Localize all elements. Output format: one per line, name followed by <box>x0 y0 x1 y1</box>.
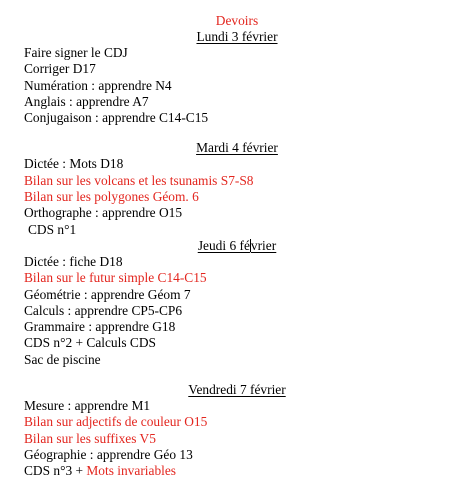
homework-item-highlight: Bilan sur les suffixes V5 <box>24 430 156 446</box>
day-section-jeudi <box>24 238 450 368</box>
homework-item-prefix: CDS n°3 + <box>24 463 87 479</box>
homework-item: Géographie : apprendre Géo 13 <box>24 446 193 462</box>
section-spacer <box>24 126 450 140</box>
homework-item: Mesure : apprendre M1 <box>24 398 151 414</box>
homework-item-highlight: Bilan sur le futur simple C14-C15 <box>24 270 207 286</box>
document-page <box>24 13 450 480</box>
day-heading-lundi <box>24 29 450 45</box>
homework-item: Dictée : Mots D18 <box>24 156 124 172</box>
homework-item: Dictée : fiche D18 <box>24 253 123 269</box>
homework-item-highlight: Bilan sur les polygones Géom. 6 <box>24 189 199 205</box>
day-heading-text <box>198 238 276 253</box>
homework-item-highlight: Bilan sur les volcans et les tsunamis S7-S8 <box>24 172 254 188</box>
homework-item-highlight: Bilan sur adjectifs de couleur O15 <box>24 414 208 430</box>
homework-item: CDS n°2 + Calculs CDS <box>24 335 156 351</box>
section-spacer <box>24 368 450 382</box>
day-heading-mardi <box>24 140 450 156</box>
homework-item: Orthographe : apprendre O15 <box>24 205 183 221</box>
day-heading-text: Lundi 3 février <box>196 29 278 44</box>
homework-item: Conjugaison : apprendre C14-C15 <box>24 110 209 126</box>
homework-item: CDS n°1 <box>28 221 77 237</box>
homework-item: Géométrie : apprendre Géom 7 <box>24 286 191 302</box>
homework-item: Anglais : apprendre A7 <box>24 93 149 109</box>
day-section-vendredi <box>24 382 450 479</box>
day-heading-text: Mardi 4 février <box>196 140 278 156</box>
day-heading-part: vrier <box>250 237 277 253</box>
homework-item-mixed <box>24 463 450 479</box>
homework-item-highlight-part: Mots invariables <box>86 463 177 479</box>
document-title: Devoirs <box>215 13 259 28</box>
day-section-mardi <box>24 140 450 237</box>
day-heading-jeudi <box>24 238 450 254</box>
day-heading-part: Jeudi 6 fé <box>197 237 250 253</box>
day-heading-text: Vendredi 7 février <box>188 382 286 398</box>
day-heading-vendredi <box>24 382 450 398</box>
day-section-lundi <box>24 29 450 126</box>
homework-item: Calculs : apprendre CP5-CP6 <box>24 302 183 318</box>
homework-item: Corriger D17 <box>24 61 96 77</box>
homework-item: Faire signer le CDJ <box>24 45 128 60</box>
homework-item: Numération : apprendre N4 <box>24 77 172 93</box>
homework-item: Sac de piscine <box>24 351 101 367</box>
homework-item: Grammaire : apprendre G18 <box>24 319 176 335</box>
